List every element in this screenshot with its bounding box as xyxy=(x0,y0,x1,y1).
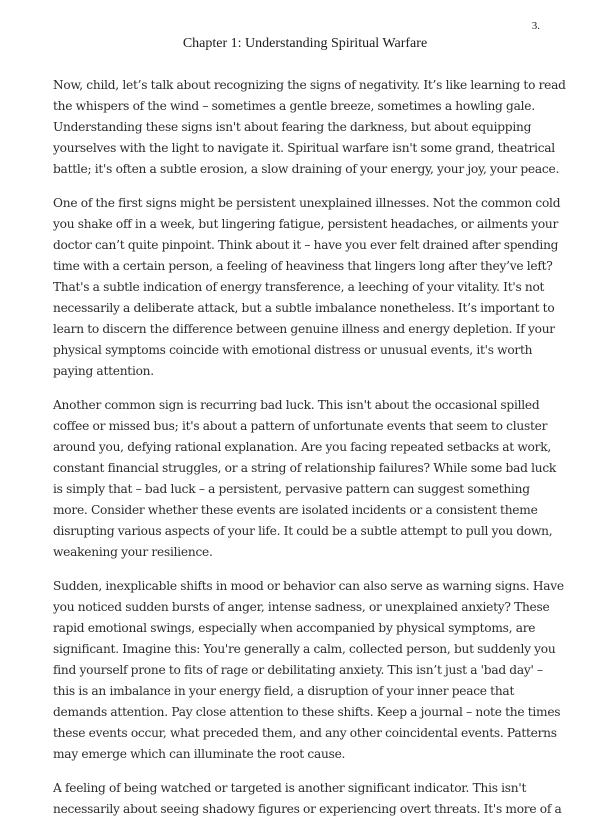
paragraph-5 xyxy=(53,778,573,820)
text-line: necessarily a deliberate attack, but a subtle imbalance nonetheless. It’s important to xyxy=(53,301,555,315)
paragraph-2 xyxy=(53,193,573,382)
text-line: demands attention. Pay close attention to these shifts. Keep a journal – note the times xyxy=(53,705,561,719)
page-number: 3. xyxy=(531,20,540,32)
text-line: doctor can’t quite pinpoint. Think about it – have you ever felt drained after spending xyxy=(53,238,559,252)
text-line: you noticed sudden bursts of anger, intense sadness, or unexplained anxiety? These xyxy=(53,600,550,614)
text-line: this is an imbalance in your energy field, a disruption of your inner peace that xyxy=(53,684,515,698)
text-line: these events occur, what preceded them, and any other coincidental events. Patterns xyxy=(53,726,557,740)
paragraph-4 xyxy=(53,576,573,765)
paragraph-3 xyxy=(53,395,573,563)
text-line: around you, defying rational explanation. Are you facing repeated setbacks at work, xyxy=(53,440,551,454)
text-line: rapid emotional swings, especially when accompanied by physical symptoms, are xyxy=(53,621,536,635)
text-line: necessarily about seeing shadowy figures or experiencing overt threats. It's more of a xyxy=(53,802,562,816)
text-line: That's a subtle indication of energy transference, a leeching of your vitality. It's not xyxy=(53,280,545,294)
text-line: you shake off in a week, but lingering fatigue, persistent headaches, or ailments your xyxy=(53,217,559,231)
text-line: constant financial struggles, or a string of relationship failures? While some bad luck xyxy=(53,461,557,475)
text-line: the whispers of the wind – sometimes a gentle breeze, sometimes a howling gale. xyxy=(53,99,535,113)
body-text xyxy=(53,75,573,833)
text-line: A feeling of being watched or targeted is another significant indicator. This isn't xyxy=(53,781,527,795)
text-line: disrupting various aspects of your life. It could be a subtle attempt to pull you down, xyxy=(53,524,553,538)
text-line: weakening your resilience. xyxy=(53,545,213,559)
text-line: learn to discern the difference between genuine illness and energy depletion. If your xyxy=(53,322,555,336)
text-line: physical symptoms coincide with emotional distress or unusual events, it's worth xyxy=(53,343,533,357)
text-line: time with a certain person, a feeling of heaviness that lingers long after they’ve left? xyxy=(53,259,553,273)
text-line: yourselves with the light to navigate it. Spiritual warfare isn't some grand, theatrical xyxy=(53,141,555,155)
paragraph-1 xyxy=(53,75,573,180)
text-line: significant. Imagine this: You're generally a calm, collected person, but suddenly you xyxy=(53,642,556,656)
text-line: paying attention. xyxy=(53,364,154,378)
text-line: Understanding these signs isn't about fearing the darkness, but about equipping xyxy=(53,120,532,134)
text-line: is simply that – bad luck – a persistent, pervasive pattern can suggest something xyxy=(53,482,530,496)
text-line: Another common sign is recurring bad luck. This isn't about the occasional spilled xyxy=(53,398,540,412)
text-line: find yourself prone to fits of rage or debilitating anxiety. This isn’t just a 'bad day' – xyxy=(53,663,543,677)
text-line: more. Consider whether these events are isolated incidents or a consistent theme xyxy=(53,503,538,517)
text-line: Sudden, inexplicable shifts in mood or behavior can also serve as warning signs. Have xyxy=(53,579,564,593)
text-line: may emerge which can illuminate the root cause. xyxy=(53,747,346,761)
text-line: One of the first signs might be persistent unexplained illnesses. Not the common cold xyxy=(53,196,561,210)
text-line: coffee or missed bus; it's about a pattern of unfortunate events that seem to cluster xyxy=(53,419,548,433)
chapter-title: Chapter 1: Understanding Spiritual Warfare xyxy=(182,36,428,51)
text-line: battle; it's often a subtle erosion, a slow draining of your energy, your joy, your peace. xyxy=(53,162,560,176)
text-line: Now, child, let’s talk about recognizing the signs of negativity. It’s like learning to read xyxy=(53,78,566,92)
